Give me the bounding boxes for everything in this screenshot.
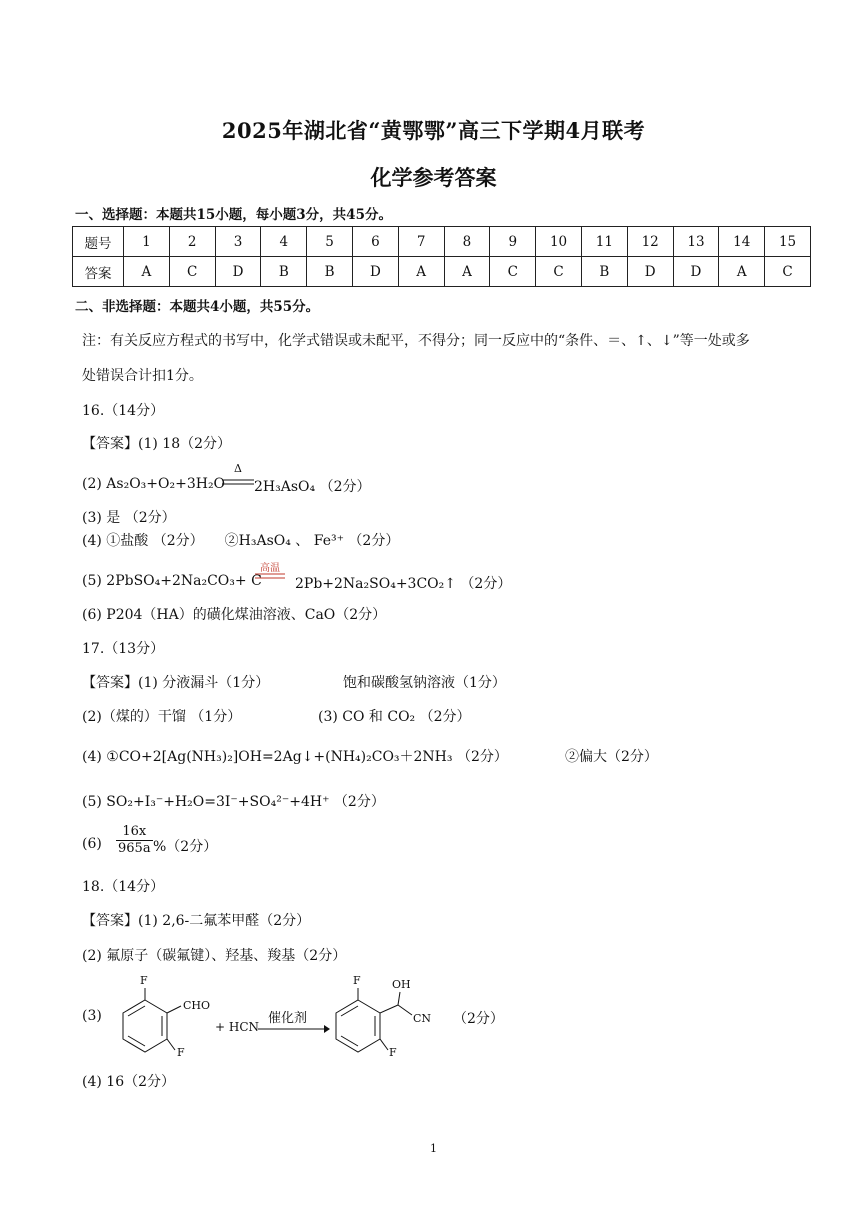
table-cell: 7	[398, 227, 444, 257]
fluorine-label-bottom: F	[177, 1046, 185, 1059]
equals-sign-icon	[255, 572, 285, 580]
note-line-1: 注：有关反应方程式的书写中，化学式错误或未配平，不得分；同一反应中的“条件、＝、↑、↓”等一处或多	[82, 333, 750, 349]
table-cell: 6	[352, 227, 398, 257]
table-cell: B	[307, 257, 353, 287]
q17-answer-3: (3) CO 和 CO₂ （2分）	[318, 709, 471, 725]
row-label-number: 题号	[73, 227, 124, 257]
q17-answer-4a: (4) ①CO+2[Ag(NH₃)₂]OH=2Ag↓+(NH₄)₂CO₃＋2NH₃ （2分）	[82, 749, 508, 765]
fluorine-label-top: F	[140, 974, 148, 987]
q16-answer-6: (6) P204（HA）的磺化煤油溶液、CaO（2分）	[82, 607, 387, 623]
nitrile-label: CN	[413, 1012, 432, 1025]
q17-answer-4b: ②偏大（2分）	[565, 749, 658, 765]
equals-sign-icon	[222, 478, 254, 486]
table-cell: A	[719, 257, 765, 287]
table-cell: C	[169, 257, 215, 287]
q16-title: 16.（14分）	[82, 403, 165, 419]
q16-answer-1: 【答案】(1) 18（2分）	[82, 436, 232, 452]
q16-answer-5-right: 2Pb+2Na₂SO₄+3CO₂↑ （2分）	[295, 576, 512, 592]
table-row-numbers	[73, 227, 811, 257]
table-cell: 11	[581, 227, 627, 257]
hcn-reagent: + HCN	[215, 1020, 260, 1034]
table-cell: D	[673, 257, 719, 287]
q18-title: 18.（14分）	[82, 879, 165, 895]
page-number: 1	[430, 1142, 437, 1155]
hydroxyl-label: OH	[392, 978, 411, 991]
q18-answer-3-score: （2分）	[453, 1011, 504, 1027]
q16-answer-2-left: (2) As₂O₃+O₂+3H₂O	[82, 476, 226, 492]
note-line-2: 处错误合计扣1分。	[82, 368, 203, 384]
q16-answer-2-right: 2H₃AsO₄ （2分）	[254, 479, 371, 495]
q17-answer-5: (5) SO₂+I₃⁻+H₂O=3I⁻+SO₄²⁻+4H⁺ （2分）	[82, 794, 385, 810]
q18-answer-3-prefix: (3)	[82, 1008, 102, 1024]
q18-answer-4: (4) 16（2分）	[82, 1074, 176, 1090]
section1-heading: 一、选择题：本题共15小题，每小题3分，共45分。	[75, 207, 392, 223]
q18-answer-2: (2) 氟原子（碳氟键）、羟基、羧基（2分）	[82, 948, 347, 964]
fraction-numerator: 16x	[116, 824, 153, 841]
fraction	[116, 824, 153, 857]
table-cell: 2	[169, 227, 215, 257]
difluorobenzaldehyde-structure-icon	[115, 975, 215, 1065]
table-cell: A	[398, 257, 444, 287]
table-cell: 12	[627, 227, 673, 257]
fraction-denominator: 965a	[118, 841, 151, 856]
q17-answer-6-prefix: (6)	[82, 836, 102, 852]
page-title: 2025年湖北省“黄鄂鄂”高三下学期4月联考	[221, 118, 646, 143]
table-row-answers	[73, 257, 811, 287]
q17-answer-2: (2)（煤的）干馏 （1分）	[82, 709, 242, 725]
table-cell: 15	[765, 227, 811, 257]
table-cell: C	[536, 257, 582, 287]
table-cell: 13	[673, 227, 719, 257]
high-temp-condition-label: 高温	[260, 563, 280, 574]
heat-condition-label: Δ	[234, 462, 242, 475]
table-cell: B	[261, 257, 307, 287]
fluorine-label-top: F	[353, 974, 361, 987]
table-cell: 3	[215, 227, 261, 257]
table-cell: D	[215, 257, 261, 287]
table-cell: C	[490, 257, 536, 287]
q17-answer-6-suffix: %（2分）	[153, 839, 218, 855]
q17-title: 17.（13分）	[82, 641, 165, 657]
table-cell: C	[765, 257, 811, 287]
reaction-arrow-icon	[258, 1024, 330, 1034]
table-cell: 8	[444, 227, 490, 257]
fluorine-label-bottom: F	[389, 1046, 397, 1059]
table-cell: A	[124, 257, 170, 287]
aldehyde-label: CHO	[183, 999, 211, 1012]
table-cell: 5	[307, 227, 353, 257]
q17-answer-1a: 【答案】(1) 分液漏斗（1分）	[82, 675, 270, 691]
table-cell: B	[581, 257, 627, 287]
q16-answer-3: (3) 是 （2分）	[82, 510, 176, 526]
section2-heading: 二、非选择题：本题共4小题，共55分。	[75, 299, 320, 315]
table-cell: D	[352, 257, 398, 287]
table-cell: 10	[536, 227, 582, 257]
table-cell: D	[627, 257, 673, 287]
table-cell: 14	[719, 227, 765, 257]
catalyst-label: 催化剂	[268, 1011, 308, 1026]
page-subtitle: 化学参考答案	[370, 165, 497, 190]
q16-answer-4: (4) ①盐酸 （2分） ②H₃AsO₄ 、 Fe³⁺ （2分）	[82, 533, 400, 549]
answer-table	[72, 226, 811, 287]
row-label-answer: 答案	[73, 257, 124, 287]
table-cell: 9	[490, 227, 536, 257]
q18-answer-1: 【答案】(1) 2,6-二氟苯甲醛（2分）	[82, 913, 311, 929]
q16-answer-5-left: (5) 2PbSO₄+2Na₂CO₃+ C	[82, 573, 262, 589]
table-cell: 4	[261, 227, 307, 257]
table-cell: 1	[124, 227, 170, 257]
q17-answer-1b: 饱和碳酸氢钠溶液（1分）	[343, 675, 506, 691]
table-cell: A	[444, 257, 490, 287]
